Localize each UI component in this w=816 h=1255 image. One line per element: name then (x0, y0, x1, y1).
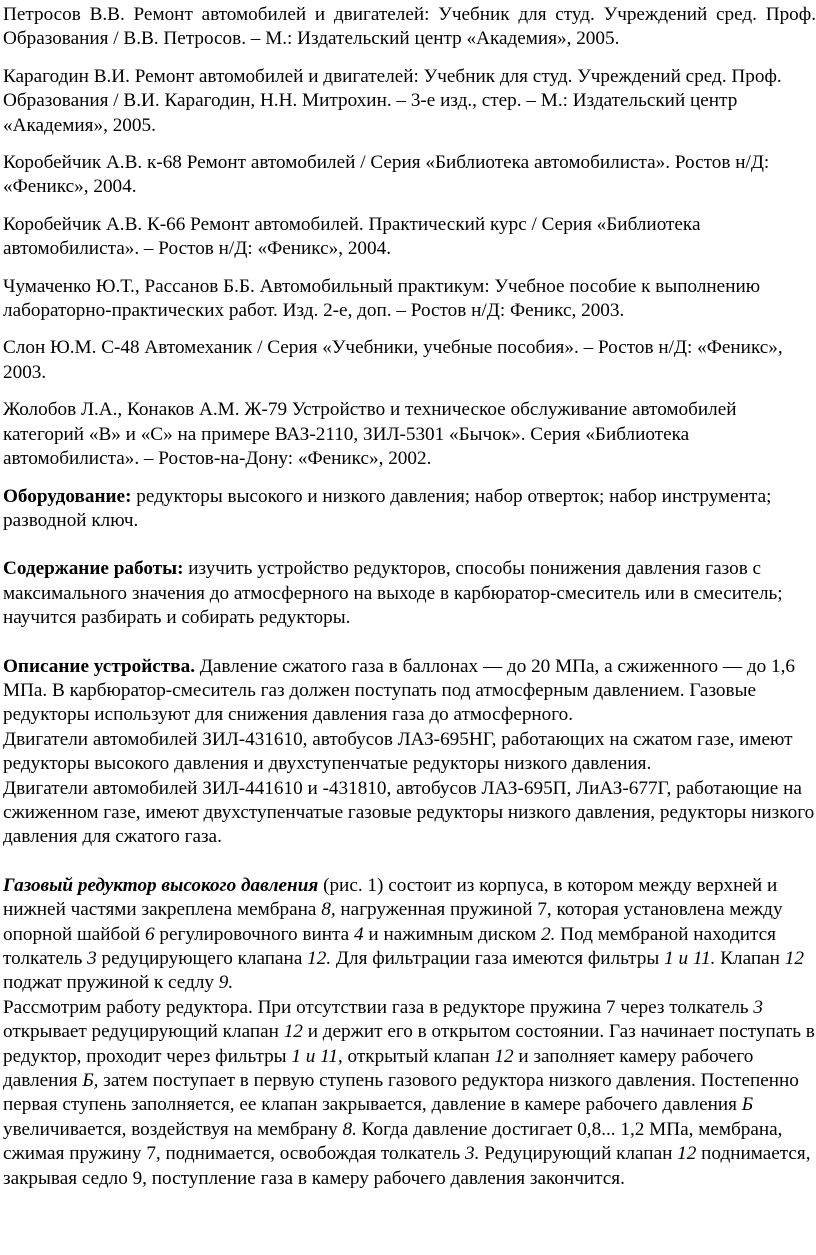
operation-text: поднимается, закрывая седло 9, поступление газа в камеру рабочего давления закончится. (3, 1143, 811, 1189)
ref-number: 3. (465, 1143, 480, 1165)
operation-text: затем поступает в первую ступень газового редуктора низкого давления. Постепенно первая ступень заполняется, ее клапан закрывается, давление в камере рабочего давления (3, 1070, 799, 1116)
content-text: изучить устройство редукторов, способы понижения давления газов с максимального значения до атмосферного на выходе в карбюратор-смеситель или в смеситель; научится разбирать и собирать редукторы. (3, 558, 783, 629)
reducer-text: Клапан (715, 948, 785, 969)
content-label: Содержание работы: (3, 558, 184, 580)
content-section (3, 557, 816, 630)
ref-number: Б, (82, 1070, 99, 1092)
ref-number: 2. (541, 923, 556, 945)
reducer-paragraph (3, 874, 816, 996)
operation-text: и держит его в открытом состоянии. Газ начинает поступать в редуктор, проходит через фильтры (3, 1021, 815, 1067)
ref-number: 8. (342, 1118, 357, 1140)
ref-number: 4 (353, 923, 364, 945)
ref-number: 12 (283, 1021, 303, 1043)
spacer (3, 631, 816, 655)
reference-4: Коробейчик А.В. К-66 Ремонт автомобилей. Практический курс / Серия «Библиотека автомобилиста». – Ростов н/Д: «Феникс», 2004. (3, 213, 701, 260)
operation-text: увеличивается, воздействуя на мембрану (3, 1118, 343, 1140)
operation-text: Редуцирующий клапан (479, 1143, 678, 1165)
reducer-text: Для фильтрации газа имеются фильтры (331, 948, 665, 969)
ref-number: 1 и 11, (291, 1045, 343, 1067)
equipment-text: редукторы высокого и низкого давления; набор отверток; набор инструмента; разводной ключ. (3, 485, 772, 531)
ref-number: 3 (87, 948, 97, 969)
ref-number: 8, (321, 899, 336, 921)
spacer (3, 850, 816, 874)
reference-5: Чумаченко Ю.Т., Рассанов Б.Б. Автомобильный практикум: Учебное пособие к выполнению лабораторно-практических работ. Изд. 2-е, доп. – Ростов н/Д: Феникс, 2003. (3, 275, 761, 322)
reducer-text: (рис. 1) состоит из корпуса, в котором между верхней и нижней частями закреплена мембрана (3, 874, 778, 921)
reference-6: Слон Ю.М. С-48 Автомеханик / Серия «Учебники, учебные пособия». – Ростов н/Д: «Феникс», 2003. (3, 337, 783, 383)
operation-text: Рассмотрим работу редуктора. При отсутствии газа в редукторе пружина 7 через толкатель (3, 996, 754, 1018)
reference-7: Жолобов Л.А., Конаков А.М. Ж-79 Устройство и техническое обслуживание автомобилей категорий «В» и «С» на примере ВАЗ-2110, ЗИЛ-5301 «Бычок». Серия «Библиотека автомобилиста». – Ростов-на-Дону: «Феникс», 2002. (3, 399, 737, 470)
equipment-section (3, 485, 816, 534)
ref-number: Б (741, 1094, 754, 1116)
ref-number: 12 (494, 1045, 514, 1067)
reference-3: Коробейчик А.В. к-68 Ремонт автомобилей / Серия «Библиотека автомобилиста». Ростов н/Д: «Феникс», 2004. (3, 152, 770, 198)
description-section (3, 655, 816, 728)
spacer (3, 533, 816, 557)
ref-number: 12 (677, 1143, 697, 1165)
reducer-text: и нажимным диском (363, 923, 542, 945)
ref-number: 3 (753, 996, 763, 1018)
description-paragraph-3: Двигатели автомобилей ЗИЛ-441610 и -431810, автобусов ЛАЗ-695П, ЛиАЗ-677Г, работающие на сжиженном газе, имеют двухступенчатые газовые редукторы низкого давления, редукторы низкого давления для сжатого газа. (3, 777, 815, 848)
ref-number: 6 (144, 923, 155, 945)
operation-paragraph (3, 996, 816, 1191)
reference-1: Петросов В.В. Ремонт автомобилей и двигателей: Учебник для студ. Учреждений сред. Проф. Образования / В.В. Петросов. – М.: Издательский центр «Академия», 2005. (3, 4, 816, 50)
reducer-text: Под мембраной находится толкатель (3, 923, 776, 969)
equipment-label: Оборудование: (3, 485, 132, 507)
reducer-text: регулировочного винта (154, 923, 354, 945)
ref-number: 9. (218, 972, 234, 994)
ref-number: 12 (784, 948, 804, 969)
operation-text: и заполняет камеру рабочего давления (3, 1045, 754, 1092)
description-text: Давление сжатого газа в баллонах — до 20 МПа, а сжиженного — до 1,6 МПа. В карбюратор-смеситель газ должен поступать под атмосферным давлением. Газовые редукторы используют для снижения давления газа до атмосферного. (3, 655, 796, 726)
reducer-label: Газовый редуктор высокого давления (3, 874, 319, 896)
operation-text: открывает редуцирующий клапан (3, 1021, 284, 1043)
reference-2: Карагодин В.И. Ремонт автомобилей и двигателей: Учебник для студ. Учреждений сред. Проф. Образования / В.И. Карагодин, Н.Н. Митрохин. – 3-е изд., стер. – М.: Издательский центр «Академия», 2005. (3, 65, 782, 136)
reducer-text: поджат пружиной к седлу (3, 972, 219, 994)
ref-number: 12. (307, 948, 332, 969)
reducer-text: нагруженная пружиной 7, которая установлена между опорной шайбой (3, 899, 783, 945)
reducer-text: редуцирующего клапана (96, 948, 308, 969)
description-paragraph-2: Двигатели автомобилей ЗИЛ-431610, автобусов ЛАЗ-695НГ, работающих на сжатом газе, имеют редукторы высокого давления и двухступенчатые редукторы низкого давления. (3, 728, 793, 775)
operation-text: открытый клапан (342, 1045, 495, 1067)
operation-text: Когда давление достигает 0,8... 1,2 МПа, мембрана, сжимая пружину 7, поднимается, освобождая толкатель (3, 1118, 783, 1165)
ref-number: 1 и 11. (664, 948, 716, 969)
description-label: Описание устройства. (3, 655, 195, 677)
